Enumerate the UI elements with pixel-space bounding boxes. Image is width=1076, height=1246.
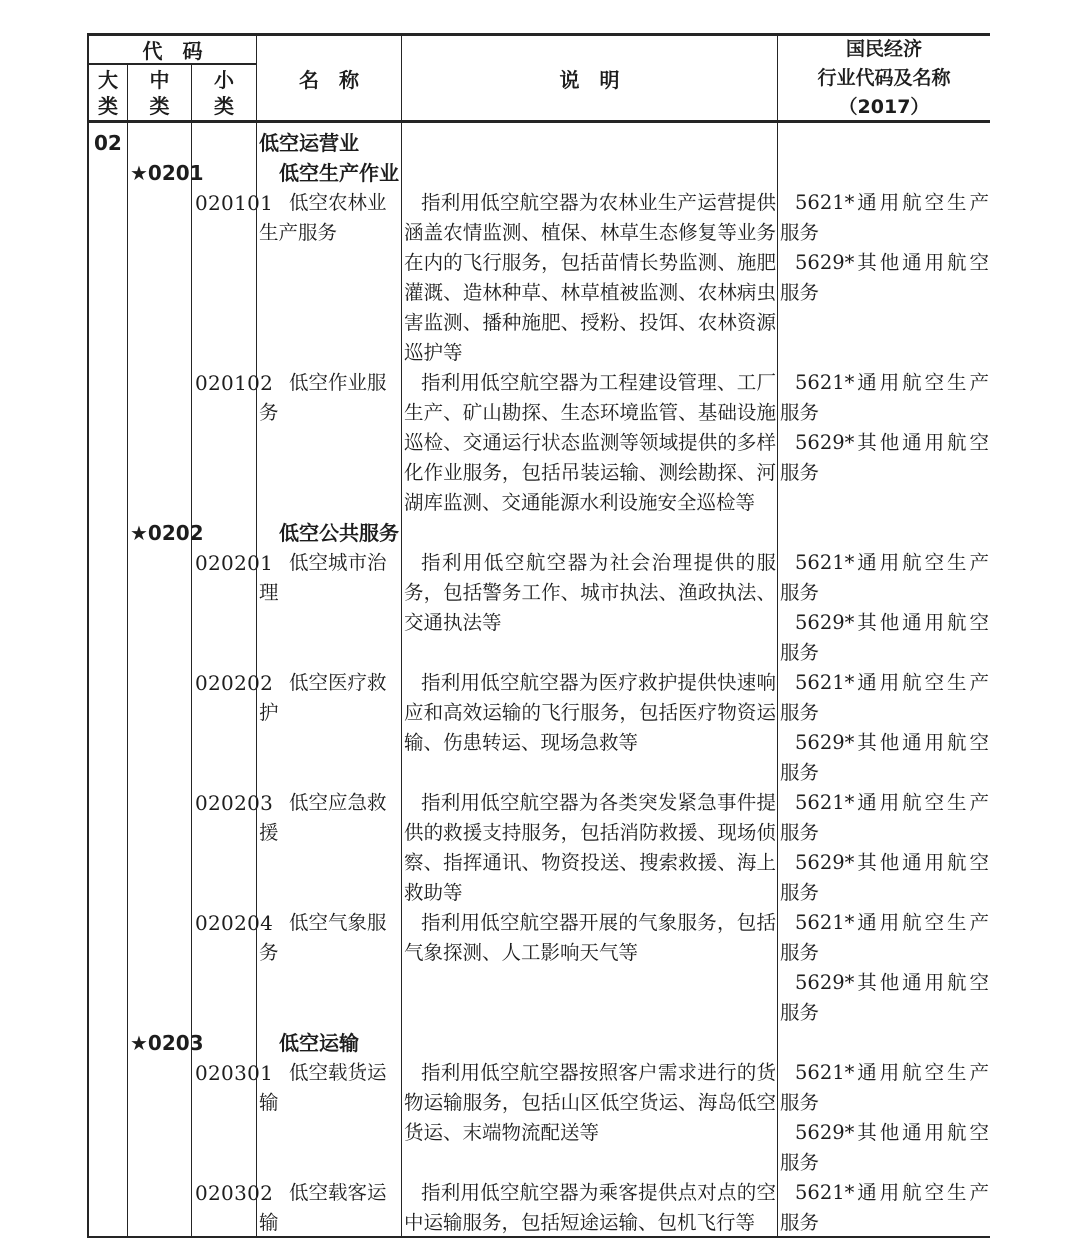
medium-class-code-cell	[127, 368, 191, 518]
major-class-code-cell	[89, 1028, 127, 1058]
major-class-code-cell	[89, 1058, 127, 1178]
minor-class-code-cell: 020302	[191, 1178, 256, 1238]
medium-class-code-cell	[127, 788, 191, 908]
description-cell: 指利用低空航空器为农林业生产运营提供涵盖农情监测、植保、林草生态修复等业务在内的飞行服务，包括苗情长势监测、施肥灌溉、造林种草、林草植被监测、农林病虫害监测、播种施肥、授粉、投饵、农林资源巡护等	[401, 188, 777, 368]
header-name-column	[256, 36, 401, 120]
medium-class-code-cell	[127, 548, 191, 668]
category-name-cell: 低空运输	[256, 1028, 401, 1058]
major-class-code-cell: 02	[94, 131, 122, 155]
industry-code-entry: 5629*其他通用航空服务	[780, 431, 989, 484]
table-row	[89, 188, 990, 368]
header-industry-column	[777, 36, 990, 120]
header-medium-class-label: 中类	[149, 67, 170, 118]
category-name-cell: 低空作业服务	[256, 368, 401, 518]
description-cell	[401, 518, 777, 548]
table-row	[89, 158, 990, 188]
industry-code-entry: 5629*其他通用航空服务	[780, 251, 989, 304]
industry-codes-cell	[777, 1178, 990, 1238]
industry-codes-cell	[777, 123, 990, 158]
medium-class-code-cell: ★0202	[127, 518, 191, 548]
description-cell: 指利用低空航空器为乘客提供点对点的空中运输服务，包括短途运输、包机飞行等	[401, 1178, 777, 1238]
medium-class-code-cell	[127, 908, 191, 1028]
header-major-class	[89, 65, 127, 120]
industry-codes-cell	[777, 368, 990, 518]
major-class-code-cell	[89, 188, 127, 368]
minor-class-code-cell: 020201	[191, 548, 256, 668]
industry-codes-cell	[777, 1028, 990, 1058]
table-row	[89, 788, 990, 908]
header-description-column	[401, 36, 777, 120]
description-cell: 指利用低空航空器为各类突发紧急事件提供的救援支持服务，包括消防救援、现场侦察、指挥通讯、物资投送、搜索救援、海上救助等	[401, 788, 777, 908]
header-medium-class	[127, 65, 191, 120]
major-class-code-cell	[89, 788, 127, 908]
industry-codes-cell	[777, 188, 990, 368]
minor-class-code-cell: 020204	[191, 908, 256, 1028]
header-industry-line1: 国民经济	[845, 37, 922, 60]
industry-codes-cell	[777, 518, 990, 548]
description-cell: 指利用低空航空器按照客户需求进行的货物运输服务，包括山区低空货运、海岛低空货运、末端物流配送等	[401, 1058, 777, 1178]
major-class-code-cell	[89, 1178, 127, 1238]
medium-class-code-cell	[127, 123, 191, 158]
minor-class-code-cell	[191, 123, 256, 158]
minor-class-code-cell: 020203	[191, 788, 256, 908]
medium-class-code-cell	[127, 1178, 191, 1238]
description-cell	[401, 1028, 777, 1058]
industry-codes-cell	[777, 668, 990, 788]
description-cell	[401, 158, 777, 188]
medium-class-code-cell	[127, 668, 191, 788]
category-name-cell: 低空生产作业	[256, 158, 401, 188]
industry-codes-cell	[777, 908, 990, 1028]
medium-class-code-cell: ★0201	[127, 158, 191, 188]
industry-codes-cell	[777, 158, 990, 188]
industry-code-entry: 5621*通用航空生产服务	[780, 671, 989, 724]
table-row	[89, 908, 990, 1028]
description-cell: 指利用低空航空器为医疗救护提供快速响应和高效运输的飞行服务，包括医疗物资运输、伤患转运、现场急救等	[401, 668, 777, 788]
industry-code-entry: 5629*其他通用航空服务	[780, 971, 989, 1024]
industry-code-entry: 5629*其他通用航空服务	[780, 611, 989, 664]
header-description-label: 说 明	[559, 67, 620, 92]
industry-code-entry: 5629*其他通用航空服务	[780, 1121, 989, 1174]
description-cell: 指利用低空航空器为工程建设管理、工厂生产、矿山勘探、生态环境监管、基础设施巡检、交通运行状态监测等领域提供的多样化作业服务，包括吊装运输、测绘勘探、河湖库监测、交通能源水利设施安全巡检等	[401, 368, 777, 518]
header-minor-class-label: 小类	[214, 67, 234, 118]
minor-class-code-cell: 020202	[191, 668, 256, 788]
header-code-group	[89, 36, 256, 65]
classification-table	[87, 33, 990, 1238]
industry-code-entry: 5629*其他通用航空服务	[780, 851, 989, 904]
industry-code-entry: 5621*通用航空生产服务	[780, 791, 989, 844]
major-class-code-cell	[89, 518, 127, 548]
table-row	[89, 1058, 990, 1178]
category-name-cell: 低空气象服务	[256, 908, 401, 1028]
category-name-cell: 低空应急救援	[256, 788, 401, 908]
major-class-code-cell	[89, 668, 127, 788]
industry-codes-cell	[777, 788, 990, 908]
table-row	[89, 368, 990, 518]
major-class-code-cell	[89, 158, 127, 188]
industry-code-entry: 5621*通用航空生产服务	[780, 1181, 989, 1234]
description-cell: 指利用低空航空器为社会治理提供的服务，包括警务工作、城市执法、渔政执法、交通执法等	[401, 548, 777, 668]
table-row	[89, 123, 990, 158]
category-name-cell: 低空医疗救护	[256, 668, 401, 788]
minor-class-code-cell: 020301	[191, 1058, 256, 1178]
header-code-group-label: 代 码	[142, 39, 203, 63]
industry-codes-cell	[777, 1058, 990, 1178]
table-row	[89, 518, 990, 548]
category-name-cell: 低空运营业	[256, 123, 401, 158]
minor-class-code-cell	[191, 518, 256, 548]
medium-class-code-cell: ★0203	[127, 1028, 191, 1058]
industry-code-entry: 5629*其他通用航空服务	[780, 731, 989, 784]
minor-class-code-cell	[191, 1028, 256, 1058]
medium-class-code-cell	[127, 188, 191, 368]
table-row	[89, 668, 990, 788]
major-class-code-cell	[89, 908, 127, 1028]
industry-code-entry: 5621*通用航空生产服务	[780, 191, 989, 244]
category-name-cell: 低空公共服务	[256, 518, 401, 548]
industry-code-entry: 5621*通用航空生产服务	[780, 551, 989, 604]
header-name-label: 名 称	[299, 67, 359, 92]
table-row	[89, 1178, 990, 1238]
table-header	[89, 36, 990, 123]
table-row	[89, 548, 990, 668]
header-industry-line3: （2017）	[838, 95, 930, 118]
category-name-cell: 低空农林业生产服务	[256, 188, 401, 368]
industry-code-entry: 5621*通用航空生产服务	[780, 1061, 989, 1114]
header-major-class-label: 大类	[98, 67, 118, 118]
minor-class-code-cell: 020102	[191, 368, 256, 518]
category-name-cell: 低空城市治理	[256, 548, 401, 668]
major-class-code-cell	[89, 368, 127, 518]
medium-class-code-cell	[127, 1058, 191, 1178]
table-body	[89, 123, 990, 1238]
minor-class-code-cell: 020101	[191, 188, 256, 368]
industry-codes-cell	[777, 548, 990, 668]
header-minor-class	[191, 65, 256, 120]
category-name-cell: 低空载客运输	[256, 1178, 401, 1238]
category-name-cell: 低空载货运输	[256, 1058, 401, 1178]
industry-code-entry: 5621*通用航空生产服务	[780, 371, 989, 424]
table-row	[89, 1028, 990, 1058]
description-cell	[401, 123, 777, 158]
industry-code-entry: 5621*通用航空生产服务	[780, 911, 989, 964]
major-class-code-cell	[89, 548, 127, 668]
header-industry-line2: 行业代码及名称	[817, 66, 951, 89]
description-cell: 指利用低空航空器开展的气象服务，包括气象探测、人工影响天气等	[401, 908, 777, 1028]
minor-class-code-cell	[191, 158, 256, 188]
